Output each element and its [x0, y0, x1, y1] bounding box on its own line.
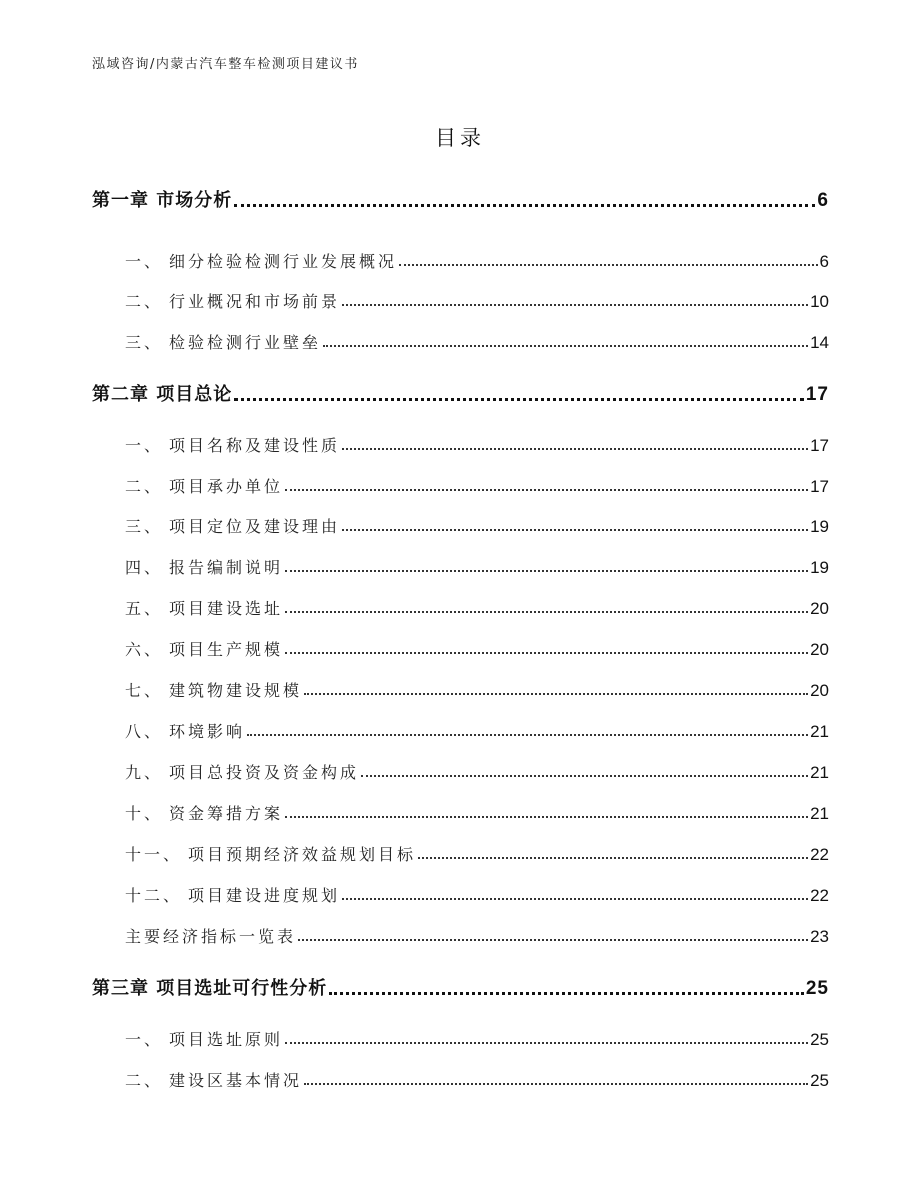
toc-page-number: 21: [810, 763, 829, 782]
toc-section-entry[interactable]: [125, 330, 829, 353]
toc-entry-label: [125, 678, 302, 701]
toc-entry-label: [125, 555, 283, 578]
toc-entry-label: [125, 842, 416, 865]
toc-entry-text: 资金筹措方案: [169, 804, 284, 823]
toc-section-entry[interactable]: [125, 474, 829, 497]
toc-entry-number: 六、: [125, 640, 164, 659]
toc-entry-number: 十二、: [125, 886, 183, 905]
toc-entry-text: 检验检测行业壁垒: [169, 333, 322, 352]
toc-section-entry[interactable]: [125, 719, 829, 742]
dot-leader: [247, 734, 808, 736]
dot-leader: [285, 1042, 808, 1044]
toc-page-number: 20: [810, 681, 829, 700]
dot-leader: [323, 345, 808, 347]
dot-leader: [342, 529, 808, 531]
toc-entry-label: [125, 249, 397, 272]
toc-entry-label: [125, 637, 283, 660]
toc-page-number: 21: [810, 722, 829, 741]
toc-page-number: 23: [810, 927, 829, 946]
toc-entry-label: [92, 380, 232, 406]
dot-leader: [399, 264, 818, 266]
toc-section-entry[interactable]: [125, 289, 829, 312]
toc-entry-number: 二、: [125, 1071, 164, 1090]
toc-entry-number: 十一、: [125, 845, 183, 864]
toc-entry-text: 主要经济指标一览表: [125, 927, 297, 946]
toc-page-number: 22: [810, 845, 829, 864]
toc-entry-number: 一、: [125, 436, 164, 455]
toc-entry-number: 三、: [125, 333, 164, 352]
toc-section-entry[interactable]: [125, 555, 829, 578]
dot-leader: [329, 992, 804, 995]
toc-entry-number: 十、: [125, 804, 164, 823]
toc-page-number: 6: [817, 190, 829, 211]
toc-section-entry[interactable]: [125, 1068, 829, 1091]
toc-section-entry[interactable]: [125, 842, 829, 865]
toc-page-number: 22: [810, 886, 829, 905]
running-header: 泓域咨询/内蒙古汽车整车检测项目建议书: [92, 57, 359, 72]
toc-entry-text: 第二章 项目总论: [92, 384, 233, 405]
dot-leader: [285, 489, 808, 491]
toc-entry-text: 项目定位及建设理由: [169, 517, 341, 536]
toc-entry-label: [125, 1027, 283, 1050]
toc-page-number: 6: [819, 252, 829, 271]
toc-page-number: 19: [810, 517, 829, 536]
toc-entry-text: 项目生产规模: [169, 640, 284, 659]
toc-entry-text: 第三章 项目选址可行性分析: [92, 978, 328, 999]
toc-entry-number: 九、: [125, 763, 164, 782]
dot-leader: [342, 898, 808, 900]
toc-page-number: 20: [810, 640, 829, 659]
toc-page-number: 17: [810, 436, 829, 455]
toc-chapter-entry[interactable]: [92, 380, 829, 406]
toc-entry-label: [125, 801, 283, 824]
dot-leader: [418, 857, 808, 859]
dot-leader: [298, 939, 808, 941]
toc-entry-text: 环境影响: [169, 722, 246, 741]
toc-entry-number: 四、: [125, 558, 164, 577]
toc-entry-number: 三、: [125, 517, 164, 536]
toc-entry-text: 行业概况和市场前景: [169, 292, 341, 311]
toc-section-entry[interactable]: [125, 596, 829, 619]
dot-leader: [304, 693, 808, 695]
toc-section-entry[interactable]: [125, 801, 829, 824]
toc-page-number: 21: [810, 804, 829, 823]
toc-entry-label: [125, 760, 359, 783]
toc-entry-text: 项目承办单位: [169, 477, 284, 496]
toc-entry-text: 建筑物建设规模: [169, 681, 303, 700]
toc-page-number: 17: [805, 384, 829, 405]
toc-chapter-entry[interactable]: [92, 974, 829, 1000]
toc-entry-text: 项目总投资及资金构成: [169, 763, 360, 782]
dot-leader: [304, 1083, 808, 1085]
dot-leader: [361, 775, 808, 777]
toc-entry-label: [125, 433, 340, 456]
toc-entry-label: [125, 514, 340, 537]
toc-page-number: 25: [810, 1030, 829, 1049]
toc-section-entry[interactable]: [125, 760, 829, 783]
dot-leader: [342, 304, 808, 306]
toc-entry-text: 项目预期经济效益规划目标: [188, 845, 417, 864]
dot-leader: [285, 816, 808, 818]
toc-entry-number: 二、: [125, 292, 164, 311]
dot-leader: [285, 652, 808, 654]
toc-page-number: 10: [810, 292, 829, 311]
toc-entry-number: 一、: [125, 1030, 164, 1049]
toc-entry-label: [125, 596, 283, 619]
toc-page-number: 19: [810, 558, 829, 577]
toc-entry-number: 二、: [125, 477, 164, 496]
dot-leader: [234, 204, 815, 207]
dot-leader: [285, 570, 808, 572]
toc-page-number: 14: [810, 333, 829, 352]
toc-entry-text: 项目建设进度规划: [188, 886, 341, 905]
toc-page-number: 25: [805, 978, 829, 999]
toc-section-entry[interactable]: [125, 883, 829, 906]
toc-entry-text: 报告编制说明: [169, 558, 284, 577]
toc-entry-text: 第一章 市场分析: [92, 190, 233, 211]
dot-leader: [342, 448, 808, 450]
toc-page-number: 25: [810, 1071, 829, 1090]
toc-entry-text: 细分检验检测行业发展概况: [169, 252, 398, 271]
toc-section-entry[interactable]: [125, 637, 829, 660]
toc-page-number: 17: [810, 477, 829, 496]
dot-leader: [234, 398, 804, 401]
toc-entry-label: [92, 186, 232, 212]
toc-section-entry[interactable]: [125, 433, 829, 456]
dot-leader: [285, 611, 808, 613]
toc-entry-number: 一、: [125, 252, 164, 271]
toc-chapter-entry[interactable]: [92, 186, 829, 212]
toc-entry-number: 五、: [125, 599, 164, 618]
toc-page-number: 20: [810, 599, 829, 618]
toc-entry-number: 七、: [125, 681, 164, 700]
toc-entry-label: [125, 1068, 302, 1091]
toc-entry-label: [92, 974, 327, 1000]
toc-section-entry[interactable]: [125, 678, 829, 701]
toc-entry-label: [125, 924, 296, 947]
toc-section-entry[interactable]: [125, 1027, 829, 1050]
toc-entry-label: [125, 474, 283, 497]
toc-entry-label: [125, 330, 321, 353]
toc-section-entry[interactable]: [125, 924, 829, 947]
toc-entry-label: [125, 289, 340, 312]
toc-entry-text: 建设区基本情况: [169, 1071, 303, 1090]
toc-title: 目录: [435, 126, 485, 150]
toc-entry-text: 项目名称及建设性质: [169, 436, 341, 455]
toc-entry-text: 项目选址原则: [169, 1030, 284, 1049]
toc-section-entry[interactable]: [125, 514, 829, 537]
toc-entry-label: [125, 719, 245, 742]
toc-section-entry[interactable]: [125, 249, 829, 272]
toc-entry-text: 项目建设选址: [169, 599, 284, 618]
toc-entry-number: 八、: [125, 722, 164, 741]
toc-entry-label: [125, 883, 340, 906]
